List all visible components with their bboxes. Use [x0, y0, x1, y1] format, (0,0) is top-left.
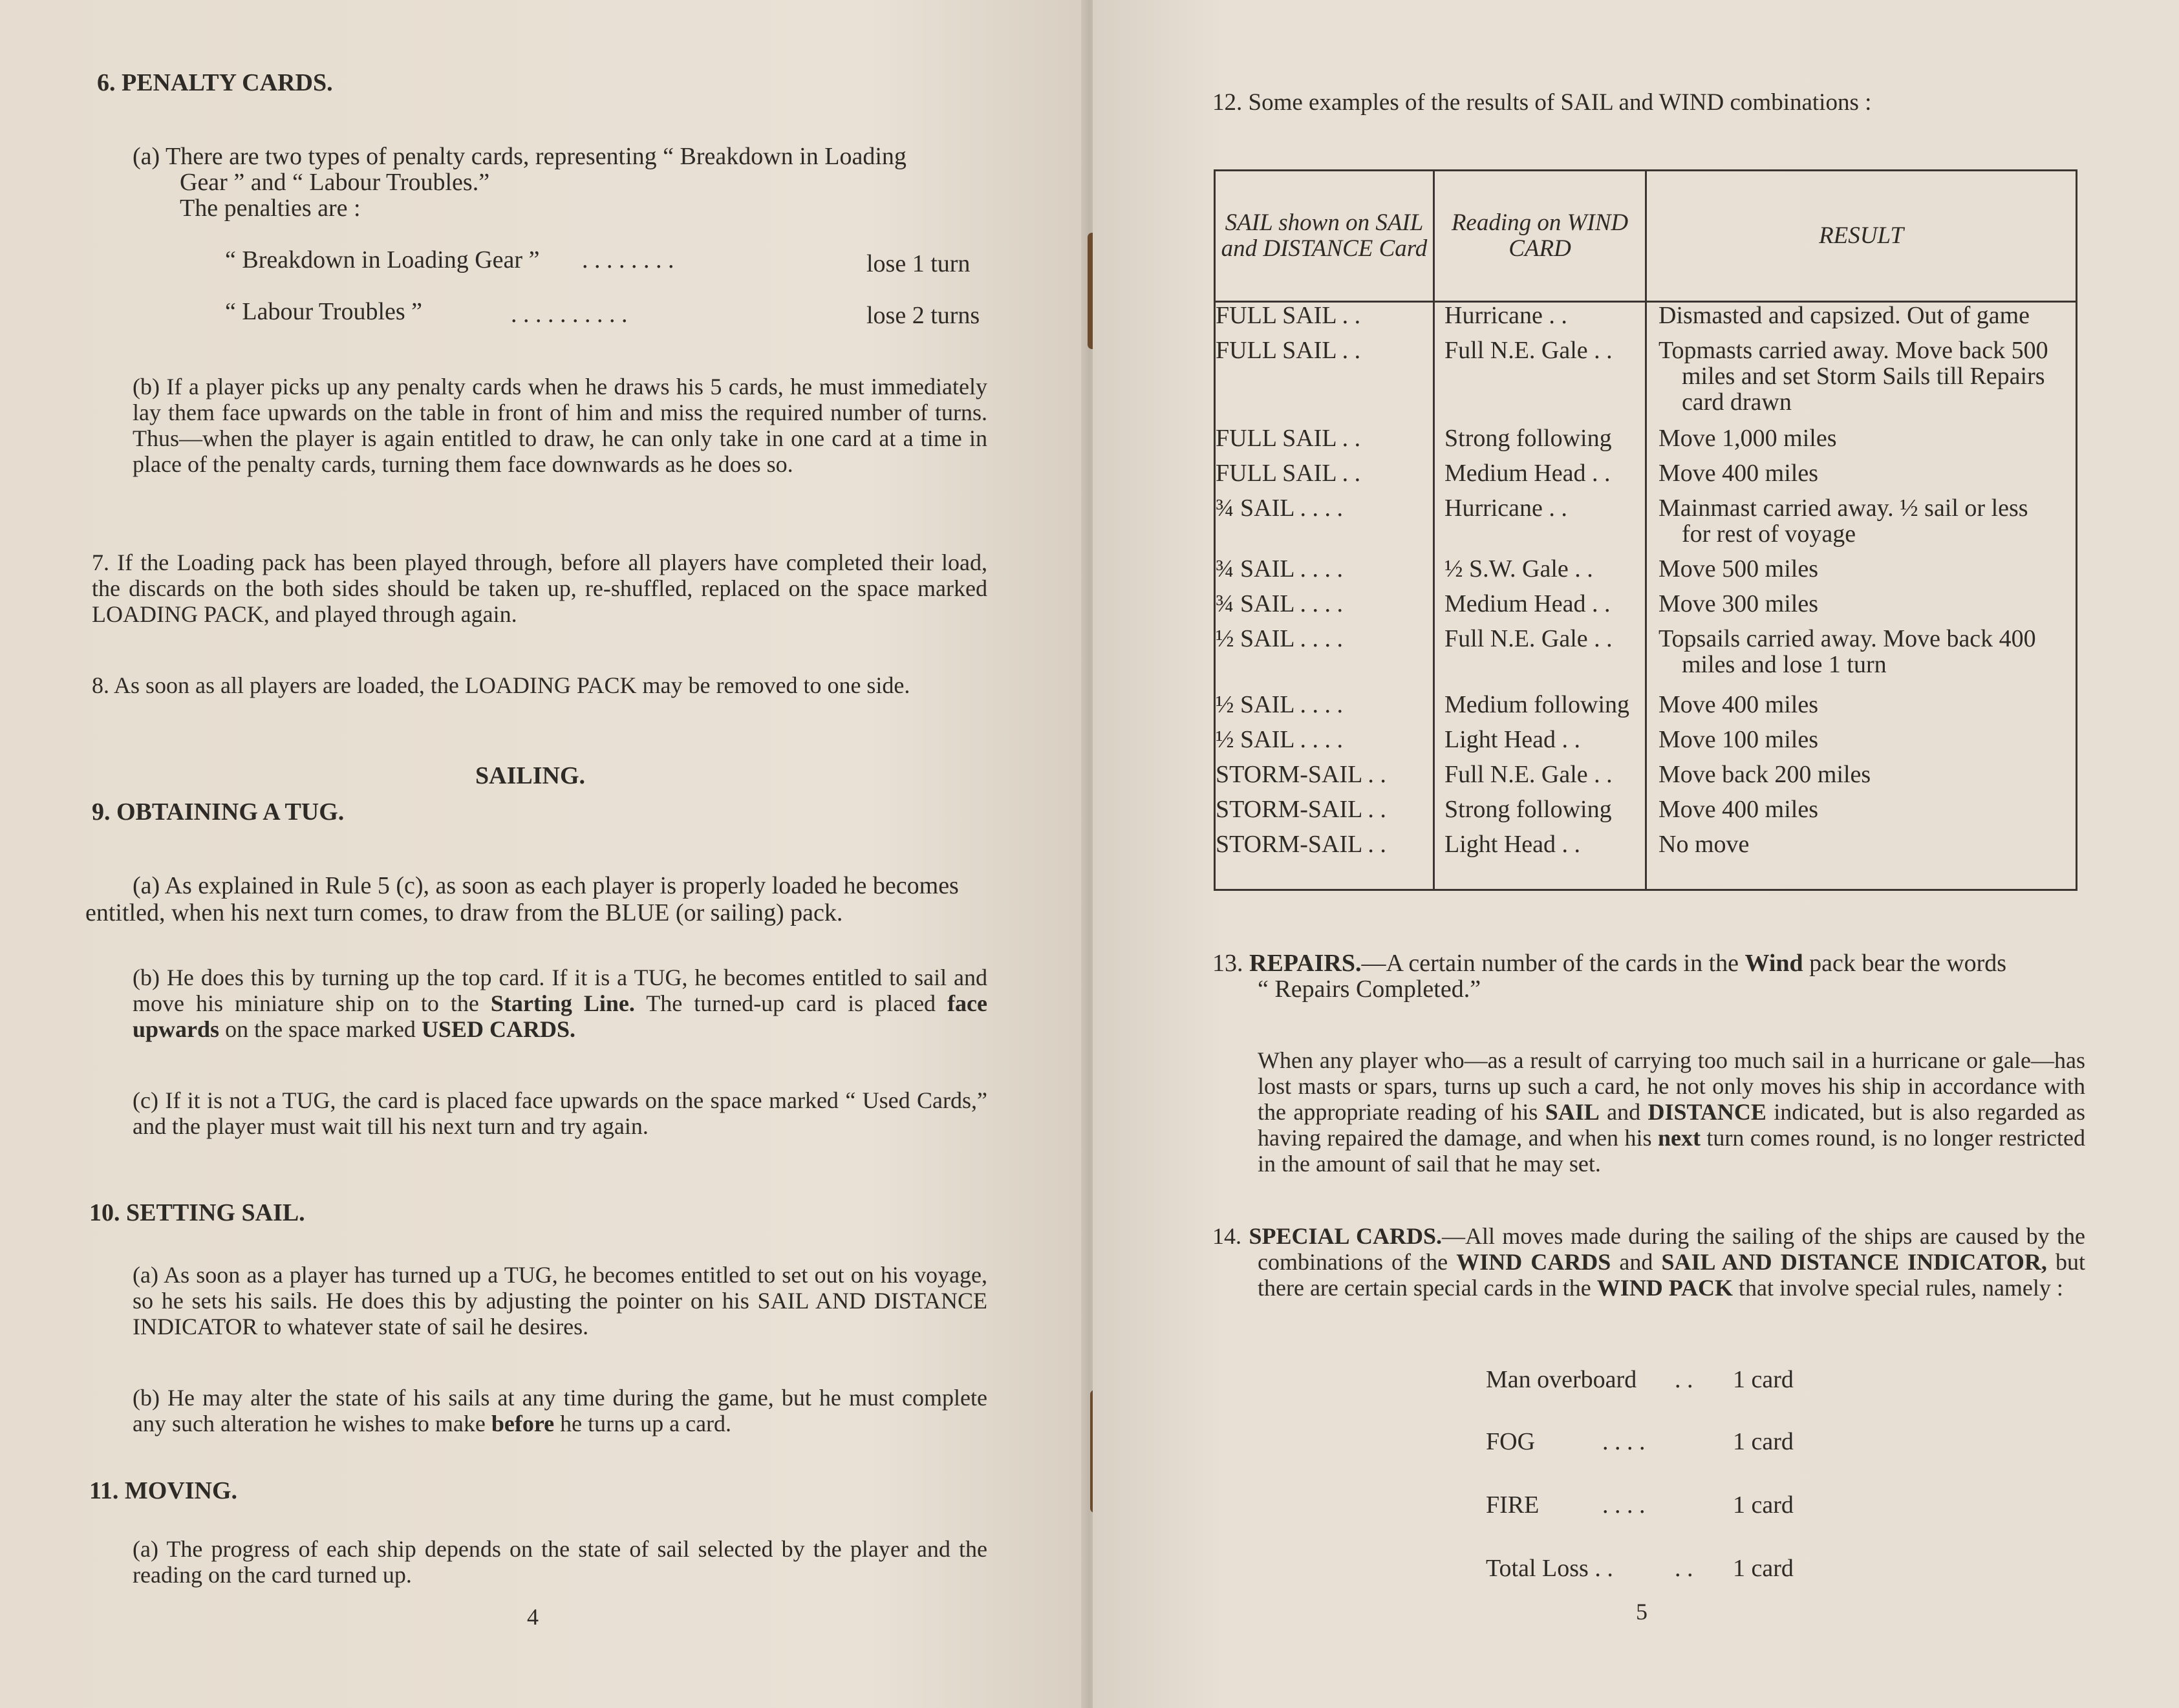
special-card-name: FIRE	[1486, 1491, 1540, 1519]
table-cell-wind: Light Head . .	[1444, 726, 1581, 753]
section-11a: (a) The progress of each ship depends on the state of sail selected by the player and the reading on the card turned up.	[133, 1536, 987, 1588]
table-cell-wind: Full N.E. Gale . .	[1444, 625, 1613, 652]
penalty-1-dots: . . . . . . . .	[582, 246, 674, 273]
result-line: Dismasted and capsized. Out of game	[1658, 302, 2030, 329]
special-card-name: Man overboard	[1486, 1366, 1637, 1393]
section-6b: (b) If a player picks up any penalty cards when he draws his 5 cards, he must immediately lay them face upwards on the table in front of him and miss the required number of turns. Thus—when the player is again entitled to draw, he can only take in one card at a time in place of the penalty cards, turning them face downwards as he does so.	[133, 374, 987, 477]
section-9-heading: 9. OBTAINING A TUG.	[92, 798, 345, 826]
table-cell-wind: Medium following	[1444, 691, 1630, 718]
result-line: Topsails carried away. Move back 400	[1658, 625, 2036, 652]
special-card-name: Total Loss . .	[1486, 1555, 1613, 1582]
section-13-line2: “ Repairs Completed.”	[1258, 976, 1481, 1003]
table-cell-sail: STORM-SAIL . .	[1216, 761, 1386, 788]
penalty-1-label: “ Breakdown in Loading Gear ”	[225, 246, 540, 273]
table-cell-result	[1658, 796, 2085, 822]
result-line: Move 400 miles	[1658, 460, 1818, 487]
table-cell-result	[1658, 460, 2085, 486]
result-line-continued: miles and lose 1 turn	[1682, 651, 1887, 678]
section-8: 8. As soon as all players are loaded, the LOADING PACK may be removed to one side.	[92, 672, 910, 698]
table-cell-result	[1658, 303, 2085, 328]
table-cell-sail: FULL SAIL . .	[1216, 425, 1361, 452]
penalty-1-value: lose 1 turn	[866, 250, 971, 277]
table-cell-wind: Hurricane . .	[1444, 495, 1567, 522]
penalty-2-label: “ Labour Troubles ”	[225, 298, 423, 325]
special-card-count: 1 card	[1733, 1491, 1794, 1519]
special-card-count: 1 card	[1733, 1428, 1794, 1455]
table-cell-sail: STORM-SAIL . .	[1216, 796, 1386, 823]
section-9b: (b) He does this by turning up the top card. If it is a TUG, he becomes entitled to sail and move his miniature ship on to the Starting Line. The turned-up card is placed face upwards on the space marked USED CARDS.	[133, 965, 988, 1042]
result-line-continued: miles and set Storm Sails till Repairs card drawn	[1682, 363, 2045, 416]
result-line: No move	[1658, 831, 1750, 858]
table-cell-sail: FULL SAIL . .	[1216, 460, 1361, 487]
section-10-heading: 10. SETTING SAIL.	[89, 1199, 305, 1226]
penalty-2-dots: . . . . . . . . . .	[511, 301, 628, 328]
result-line: Move back 200 miles	[1658, 761, 1871, 788]
section-6a-line2: Gear ” and “ Labour Troubles.”	[180, 169, 490, 196]
page-number-left: 4	[527, 1604, 539, 1630]
header-sail: SAIL shown on SAIL and DISTANCE Card	[1221, 209, 1428, 262]
table-cell-wind: Medium Head . .	[1444, 590, 1611, 617]
section-9c: (c) If it is not a TUG, the card is placed face upwards on the space marked “ Used Cards,” and the player must wait till his next turn and try again.	[133, 1087, 987, 1139]
header-result: RESULT	[1819, 222, 1904, 249]
section-13-paragraph: When any player who—as a result of carrying too much sail in a hurricane or gale—has lost masts or spars, turns up such a card, he not only moves his ship in accordance with the appropriate reading of his SAIL and DISTANCE indicated, but is also regarded as having repaired the damage, and when his next turn comes round, is no longer restricted in the amount of sail that he may set.	[1258, 1047, 2086, 1177]
section-10b: (b) He may alter the state of his sails at any time during the game, but he must complete any such alteration he wishes to make before he turns up a card.	[133, 1385, 987, 1436]
table-cell-sail: ½ SAIL . . . .	[1216, 691, 1344, 718]
special-card-count: 1 card	[1733, 1555, 1794, 1582]
table-cell-result	[1658, 556, 2085, 582]
table-cell-wind: Hurricane . .	[1444, 302, 1567, 329]
table-cell-sail: ½ SAIL . . . .	[1216, 625, 1344, 652]
table-cell-result	[1658, 831, 2085, 857]
table-cell-wind: Light Head . .	[1444, 831, 1581, 858]
result-line: Move 400 miles	[1658, 796, 1818, 823]
table-cell-sail: ¾ SAIL . . . .	[1216, 555, 1344, 582]
page-number-right: 5	[1636, 1599, 1648, 1625]
special-card-count: 1 card	[1733, 1366, 1794, 1393]
result-line: Topmasts carried away. Move back 500	[1658, 337, 2048, 364]
table-cell-sail: FULL SAIL . .	[1216, 302, 1361, 329]
section-6-heading: 6. PENALTY CARDS.	[97, 69, 333, 96]
special-card-dots: . .	[1675, 1555, 1693, 1582]
table-cell-result	[1658, 626, 2085, 678]
section-7: 7. If the Loading pack has been played through, before all players have completed their load, the discards on the both sides should be taken up, re-shuffled, replaced on the space marked LOADING PACK, and played through again.	[92, 550, 987, 627]
result-line: Move 300 miles	[1658, 590, 1818, 617]
table-cell-sail: ¾ SAIL . . . .	[1216, 590, 1344, 617]
table-cell-result	[1658, 337, 2085, 415]
table-cell-sail: FULL SAIL . .	[1216, 337, 1361, 364]
table-cell-sail: ½ SAIL . . . .	[1216, 726, 1344, 753]
table-cell-wind: Full N.E. Gale . .	[1444, 337, 1613, 364]
section-12: 12. Some examples of the results of SAIL and WIND combinations :	[1212, 89, 1872, 116]
left-page	[0, 0, 1086, 1708]
result-line: Move 400 miles	[1658, 691, 1818, 718]
table-cell-result	[1658, 762, 2085, 787]
sailing-heading: SAILING.	[475, 762, 585, 789]
header-wind: Reading on WIND CARD	[1451, 209, 1629, 262]
table-cell-result	[1658, 692, 2085, 718]
section-6a-line1: (a) There are two types of penalty cards, representing “ Breakdown in Loading	[133, 143, 907, 170]
table-cell-sail: ¾ SAIL . . . .	[1216, 495, 1344, 522]
special-card-name: FOG	[1486, 1428, 1536, 1455]
table-cell-wind: Medium Head . .	[1444, 460, 1611, 487]
section-9a-line2: entitled, when his next turn comes, to draw from the BLUE (or sailing) pack.	[85, 899, 843, 926]
section-13-line1: 13. REPAIRS.—A certain number of the cards in the Wind pack bear the words	[1212, 950, 2007, 977]
penalty-2-value: lose 2 turns	[866, 302, 980, 329]
section-6a-line3: The penalties are :	[180, 195, 361, 222]
section-9a-line1: (a) As explained in Rule 5 (c), as soon as each player is properly loaded he becomes	[133, 872, 959, 899]
table-cell-wind: Full N.E. Gale . .	[1444, 761, 1613, 788]
table-cell-wind: Strong following	[1444, 796, 1612, 823]
special-card-dots: . .	[1675, 1366, 1693, 1393]
section-14: 14. SPECIAL CARDS.—All moves made during the sailing of the ships are caused by the combinations of the WIND CARDS and SAIL AND DISTANCE INDICATOR, but there are certain special cards in the WIND PACK that involve special rules, namely :	[1212, 1223, 2086, 1301]
table-cell-wind: Strong following	[1444, 425, 1612, 452]
result-line: Move 1,000 miles	[1658, 425, 1837, 452]
result-line: Move 100 miles	[1658, 726, 1818, 753]
table-cell-result	[1658, 727, 2085, 753]
special-card-dots: . . . .	[1602, 1428, 1646, 1455]
table-cell-result	[1658, 495, 2085, 547]
table-cell-result	[1658, 425, 2085, 451]
table-cell-result	[1658, 591, 2085, 617]
result-line: Move 500 miles	[1658, 555, 1818, 582]
result-line-continued: for rest of voyage	[1682, 520, 1856, 548]
section-11-heading: 11. MOVING.	[89, 1477, 238, 1504]
result-line: Mainmast carried away. ½ sail or less	[1658, 495, 2028, 522]
special-card-dots: . . . .	[1602, 1491, 1646, 1519]
table-cell-sail: STORM-SAIL . .	[1216, 831, 1386, 858]
table-cell-wind: ½ S.W. Gale . .	[1444, 555, 1593, 582]
section-10a: (a) As soon as a player has turned up a TUG, he becomes entitled to set out on his voyage, so he sets his sails. He does this by adjusting the pointer on his SAIL AND DISTANCE INDICATOR to whatever state of sail he desires.	[133, 1262, 987, 1340]
